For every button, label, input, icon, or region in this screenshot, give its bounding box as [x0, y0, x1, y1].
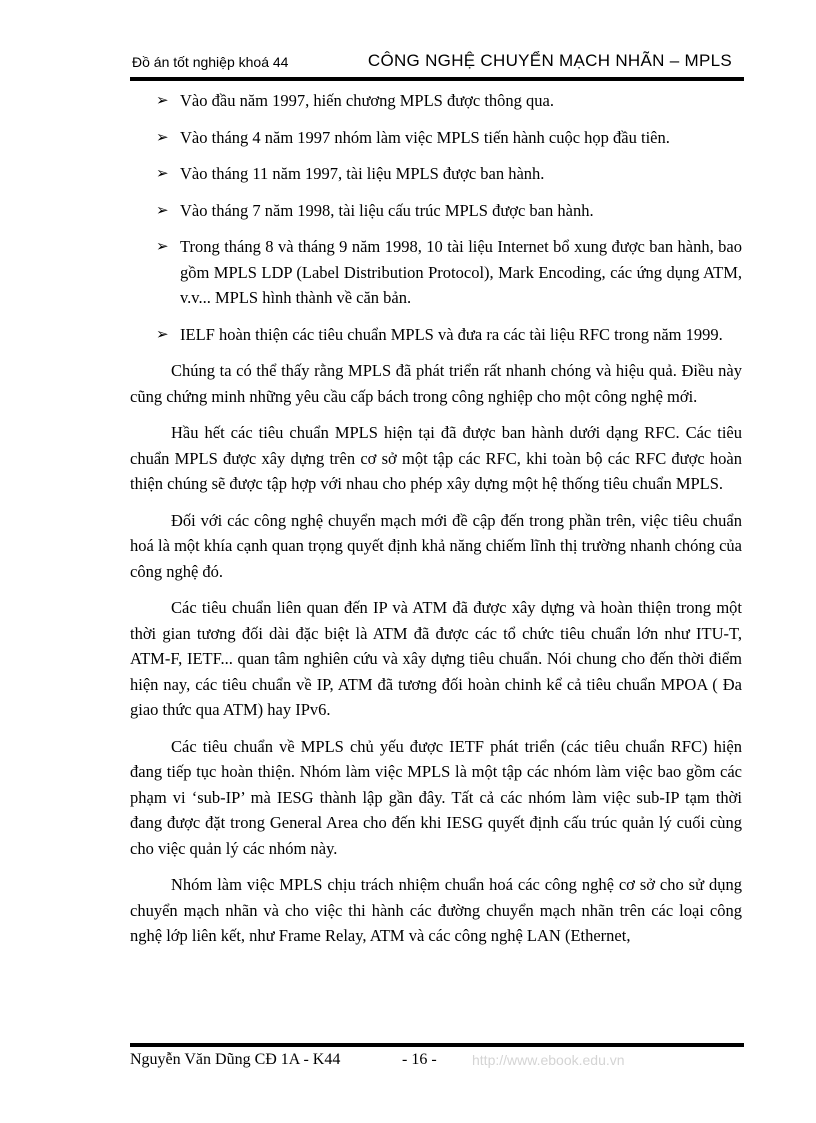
bullet-text: Vào tháng 7 năm 1998, tài liệu cấu trúc MPLS được ban hành. [180, 200, 594, 220]
arrow-bullet-icon: ➢ [156, 127, 169, 146]
bullet-item [130, 322, 742, 348]
bullet-text: Vào tháng 4 năm 1997 nhóm làm việc MPLS tiến hành cuộc họp đầu tiên. [180, 127, 670, 147]
body-paragraph: Hầu hết các tiêu chuẩn MPLS hiện tại đã được ban hành dưới dạng RFC. Các tiêu chuẩn MPLS được xây dựng trên cơ sở một tập các RFC, khi toàn bộ các RFC được hoàn thiện chúng sẽ được tập hợp với nhau cho phép xây dựng một hệ thống tiêu chuẩn MPLS. [130, 423, 742, 493]
page-footer [130, 1051, 744, 1073]
body-paragraph: Các tiêu chuẩn về MPLS chủ yếu được IETF phát triển (các tiêu chuẩn RFC) hiện đang tiếp tục hoàn thiện. Nhóm làm việc MPLS là một tập các nhóm làm việc bao gồm các phạm vi ‘sub-IP’ mà IESG thành lập gần đây. Tất cả các nhóm làm việc sub-IP tạm thời đang được đặt trong General Area cho đến khi IESG quyết định cấu trúc quản lý cuối cùng cho việc quản lý các nhóm này. [130, 736, 742, 858]
arrow-bullet-icon: ➢ [156, 237, 169, 255]
page-header [130, 48, 742, 74]
body-paragraph: Chúng ta có thể thấy rằng MPLS đã phát triển rất nhanh chóng và hiệu quả. Điều này cũng chứng minh những yêu cầu cấp bách trong công nghiệp cho một công nghệ mới. [130, 361, 742, 406]
page-number: - 16 - [402, 1051, 437, 1068]
page-content [130, 88, 742, 960]
bullet-item [130, 198, 742, 224]
bullet-text: IELF hoàn thiện các tiêu chuẩn MPLS và đưa ra các tài liệu RFC trong năm 1999. [180, 324, 723, 344]
arrow-bullet-icon: ➢ [156, 91, 169, 109]
footer-author: Nguyễn Văn Dũng CĐ 1A - K44 [130, 1051, 341, 1068]
arrow-bullet-icon: ➢ [156, 164, 169, 182]
bullet-item [130, 234, 742, 311]
footer-watermark-url[interactable]: http://www.ebook.edu.vn [472, 1052, 625, 1068]
header-thesis-label: Đồ án tốt nghiệp khoá 44 [132, 54, 289, 70]
bullet-text: Trong tháng 8 và tháng 9 năm 1998, 10 tài liệu Internet bổ xung được ban hành, bao gồm MPLS LDP (Label Distribution Protocol), Mark Encoding, các ứng dụng ATM, v.v... MPLS hình thành về căn bản. [180, 237, 742, 307]
body-paragraph: Các tiêu chuẩn liên quan đến IP và ATM đã được xây dựng và hoàn thiện trong một thời gian tương đối dài đặc biệt là ATM đã được các tổ chức tiêu chuẩn lớn như ITU-T, ATM-F, IETF... quan tâm nghiên cứu và xây dựng tiêu chuẩn. Nói chung cho đến thời điểm hiện nay, các tiêu chuẩn về IP, ATM đã tương đối hoàn chinh kể cả tiêu chuẩn MPOA ( Đa giao thức qua ATM) hay IPv6. [130, 598, 742, 719]
header-document-title: CÔNG NGHỆ CHUYỂN MẠCH NHÃN – MPLS [367, 51, 732, 70]
bullet-item [130, 125, 742, 151]
footer-rule [130, 1043, 744, 1047]
bullet-text: Vào tháng 11 năm 1997, tài liệu MPLS được ban hành. [180, 164, 545, 183]
arrow-bullet-icon: ➢ [156, 200, 169, 219]
bullet-item [130, 88, 742, 114]
bullet-text: Vào đầu năm 1997, hiến chương MPLS được thông qua. [180, 91, 554, 110]
bullet-item [130, 161, 742, 187]
header-rule [130, 77, 744, 81]
arrow-bullet-icon: ➢ [156, 324, 169, 343]
timeline-bullet-list [130, 88, 742, 347]
body-paragraph: Đối với các công nghệ chuyển mạch mới đề cập đến trong phần trên, việc tiêu chuẩn hoá là một khía cạnh quan trọng quyết định khả năng chiếm lĩnh thị trường nhanh chóng của công nghệ đó. [130, 510, 742, 581]
body-paragraph: Nhóm làm việc MPLS chịu trách nhiệm chuẩn hoá các công nghệ cơ sở cho sử dụng chuyển mạch nhãn và cho việc thi hành các đường chuyển mạch nhãn trên các loại công nghệ lớp liên kết, như Frame Relay, ATM và các công nghệ LAN (Ethernet, [130, 875, 742, 945]
